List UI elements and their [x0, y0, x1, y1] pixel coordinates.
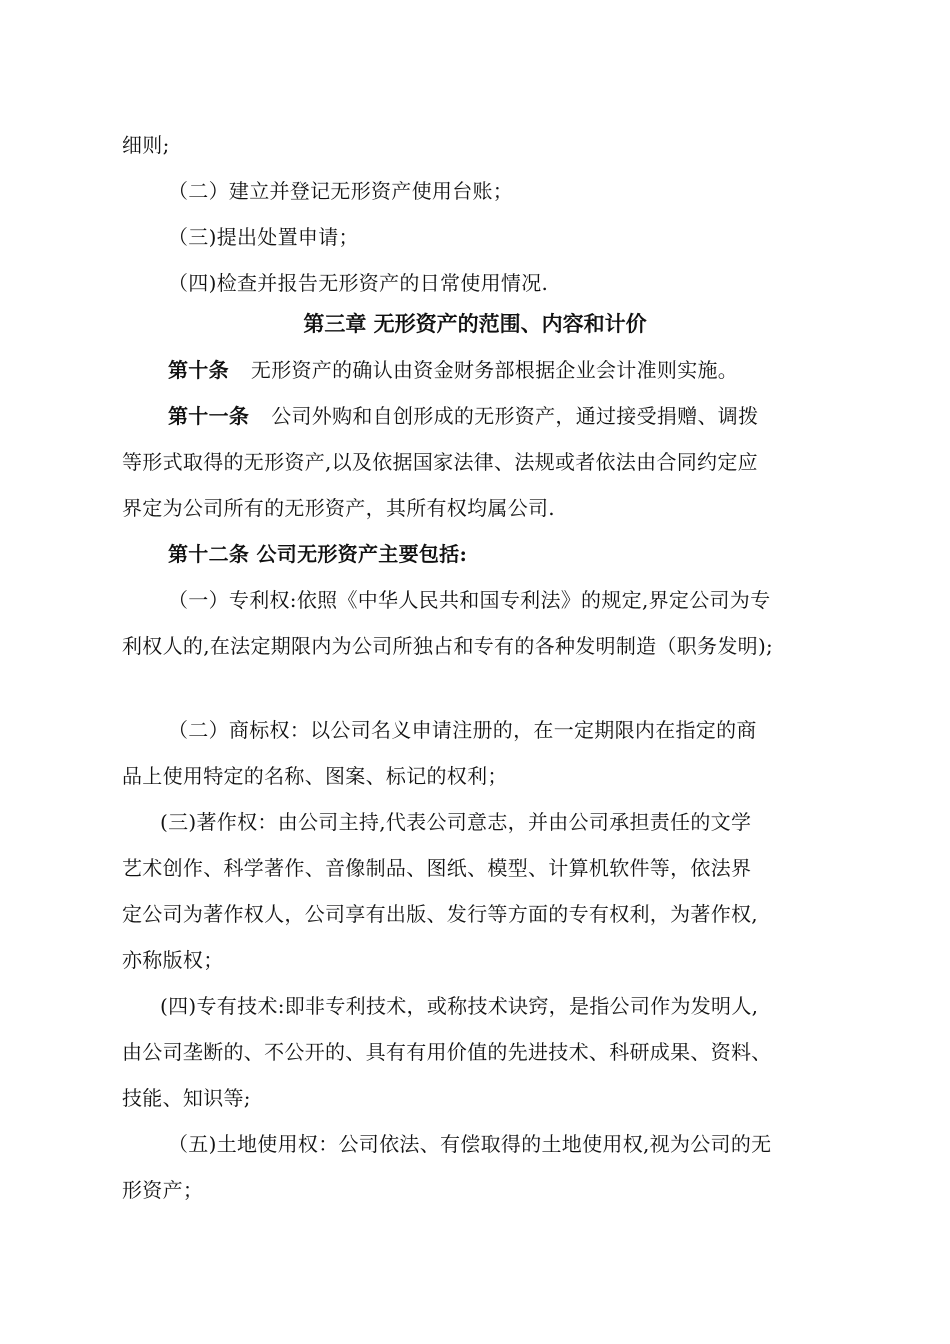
text-line: 定公司为著作权人，公司享有出版、发行等方面的专有权利，为著作权,	[122, 902, 758, 926]
article-text: 无形资产的确认由资金财务部根据企业会计准则实施。	[250, 358, 739, 382]
text-line: 利权人的,在法定期限内为公司所独占和专有的各种发明制造（职务发明);	[122, 634, 774, 658]
article-label: 第十条	[168, 358, 229, 382]
text-line: （三)提出处置申请；	[168, 225, 359, 249]
text-line: 艺术创作、科学著作、音像制品、图纸、模型、计算机软件等，依法界	[122, 856, 752, 880]
chapter-title: 第三章 无形资产的范围、内容和计价	[303, 311, 647, 336]
text-line: 技能、知识等;	[122, 1086, 251, 1110]
text-line: 细则;	[122, 133, 170, 157]
article-11	[168, 403, 758, 429]
text-line: 亦称版权；	[122, 948, 224, 972]
text-line: 等形式取得的无形资产,以及依据国家法律、法规或者依法由合同约定应	[122, 450, 758, 474]
article-text: 公司外购和自创形成的无形资产，通过接受捐赠、调拨	[271, 404, 759, 428]
text-line: 由公司垄断的、不公开的、具有有用价值的先进技术、科研成果、资料、	[122, 1040, 772, 1064]
article-label: 第十一条	[168, 404, 250, 428]
text-line: （二）建立并登记无形资产使用台账；	[168, 179, 514, 203]
article-12: 第十二条 公司无形资产主要包括:	[168, 542, 468, 566]
text-line: （四)检查并报告无形资产的日常使用情况.	[168, 271, 549, 295]
text-line: （五)土地使用权：公司依法、有偿取得的土地使用权,视为公司的无	[168, 1132, 772, 1156]
text-line: （一）专利权:依照《中华人民共和国专利法》的规定,界定公司为专	[168, 588, 771, 612]
text-line: (三)著作权：由公司主持,代表公司意志，并由公司承担责任的文学	[160, 810, 752, 834]
text-line: 形资产；	[122, 1178, 204, 1202]
text-line: 品上使用特定的名称、图案、标记的权利；	[122, 764, 508, 788]
text-line: （二）商标权：以公司名义申请注册的，在一定期限内在指定的商	[168, 718, 757, 742]
article-10	[168, 357, 738, 383]
text-line: 界定为公司所有的无形资产，其所有权均属公司.	[122, 496, 555, 520]
text-line: (四)专有技术:即非专利技术，或称技术诀窍，是指公司作为发明人,	[160, 994, 759, 1018]
